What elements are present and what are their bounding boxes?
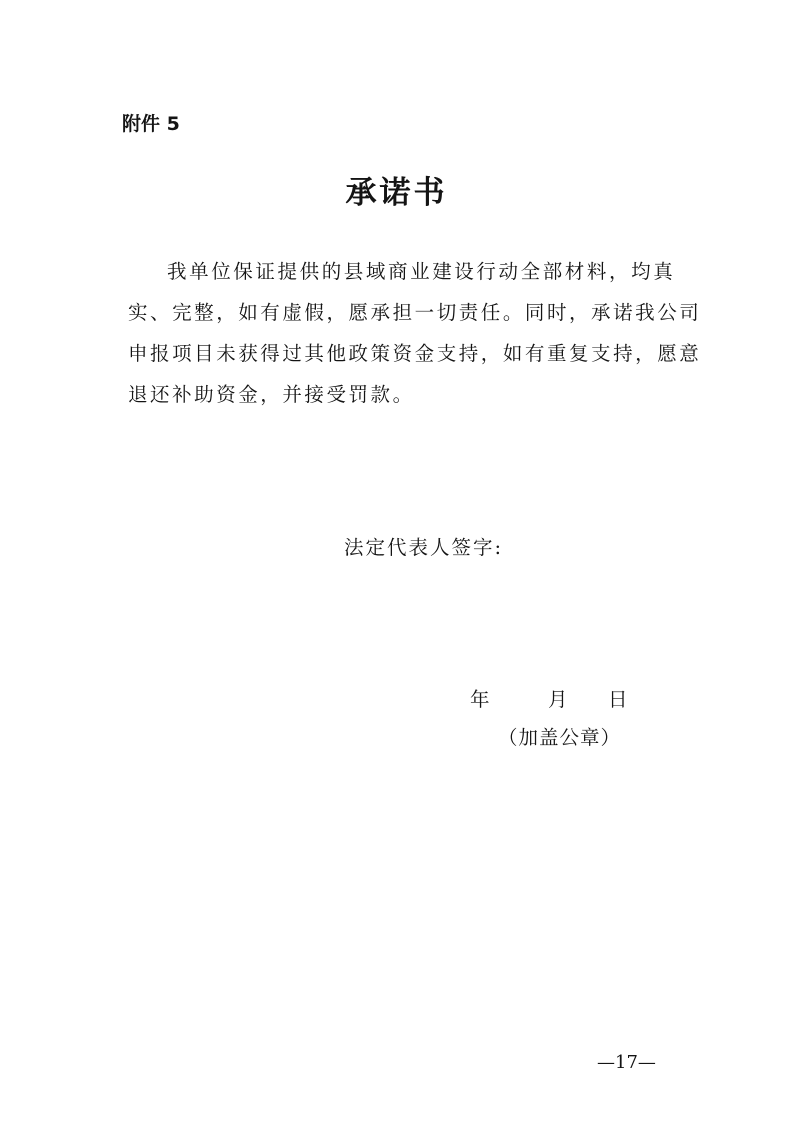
date-month-label: 月	[548, 688, 568, 711]
paragraph-line: 申报项目未获得过其他政策资金支持，如有重复支持，愿意	[128, 342, 702, 365]
paragraph-line: 我单位保证提供的县域商业建设行动全部材料，均真	[167, 260, 676, 283]
seal-note: （加盖公章）	[498, 726, 622, 749]
date-year-label: 年	[470, 688, 490, 711]
document-title: 承诺书	[345, 175, 448, 211]
date-day-label: 日	[608, 688, 628, 711]
paragraph-line: 实、完整，如有虚假，愿承担一切责任。同时，承诺我公司	[128, 301, 702, 324]
attachment-label: 附件 5	[122, 113, 180, 135]
paragraph-line: 退还补助资金，并接受罚款。	[128, 383, 415, 406]
signature-label: 法定代表人签字:	[344, 536, 504, 559]
page-number: —17—	[597, 1052, 656, 1073]
